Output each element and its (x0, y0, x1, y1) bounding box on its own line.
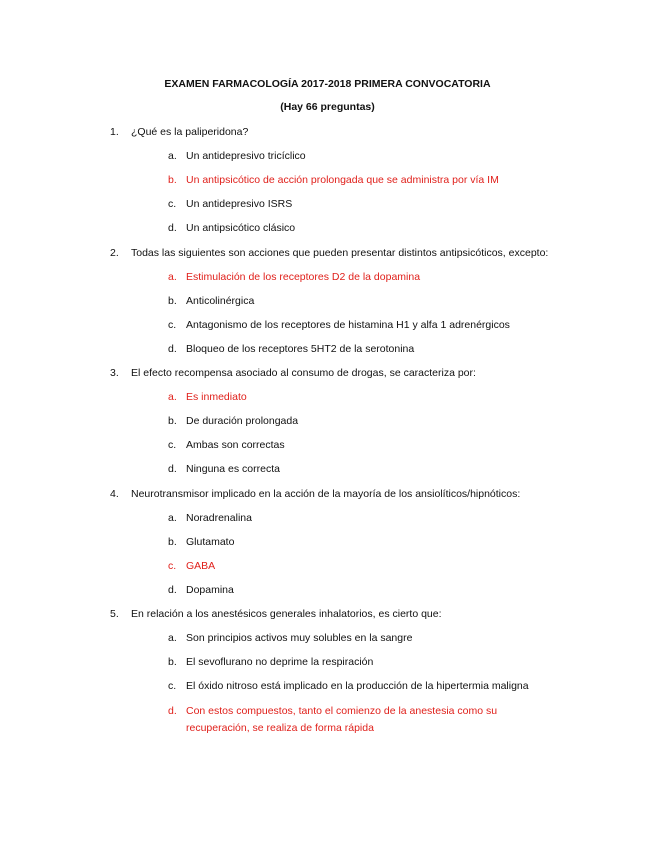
option-letter: c. (168, 680, 177, 692)
option-text: De duración prolongada (186, 415, 299, 427)
option-text: Ambas son correctas (186, 439, 285, 451)
page-title: EXAMEN FARMACOLOGÍA 2017-2018 PRIMERA CONVOCATORIA (164, 78, 491, 90)
option-letter: b. (168, 415, 177, 427)
option-letter: d. (168, 705, 177, 717)
option-letter: c. (168, 198, 177, 210)
question-text: El efecto recompensa asociado al consumo de drogas, se caracteriza por: (131, 367, 476, 379)
option-text: Bloqueo de los receptores 5HT2 de la serotonina (186, 343, 415, 355)
option-text: Anticolinérgica (186, 295, 255, 307)
option-letter: c. (168, 439, 177, 451)
option-text: Noradrenalina (186, 512, 252, 524)
question-number: 1. (110, 126, 119, 138)
option-text: Antagonismo de los receptores de histamina H1 y alfa 1 adrenérgicos (186, 319, 510, 331)
option-letter: a. (168, 271, 177, 283)
option-text: GABA (186, 560, 216, 572)
question-number: 5. (110, 608, 119, 620)
option-text: Son principios activos muy solubles en la sangre (186, 632, 413, 644)
question-text: Neurotransmisor implicado en la acción de la mayoría de los ansiolíticos/hipnóticos: (131, 488, 521, 500)
question-text: En relación a los anestésicos generales inhalatorios, es cierto que: (131, 608, 442, 620)
question-text: ¿Qué es la paliperidona? (131, 126, 249, 138)
option-letter: a. (168, 391, 177, 403)
option-letter: c. (168, 319, 177, 331)
option-letter: b. (168, 295, 177, 307)
option-letter: a. (168, 150, 177, 162)
option-letter: b. (168, 174, 177, 186)
option-text: El sevoflurano no deprime la respiración (186, 656, 374, 668)
option-text: Dopamina (186, 584, 234, 596)
page-subtitle: (Hay 66 preguntas) (280, 101, 375, 113)
option-text: Glutamato (186, 536, 235, 548)
option-text: Estimulación de los receptores D2 de la dopamina (186, 271, 421, 283)
option-text: Ninguna es correcta (186, 463, 280, 475)
option-letter: d. (168, 463, 177, 475)
option-letter: a. (168, 632, 177, 644)
option-text: Un antipsicótico clásico (186, 222, 296, 234)
question-text: Todas las siguientes son acciones que pueden presentar distintos antipsicóticos, excepto: (131, 247, 549, 259)
option-letter: c. (168, 560, 177, 572)
option-letter: b. (168, 536, 177, 548)
option-text: Un antidepresivo ISRS (186, 198, 293, 210)
question-number: 2. (110, 247, 119, 259)
option-text: El óxido nitroso está implicado en la producción de la hipertermia maligna (186, 680, 529, 692)
option-letter: b. (168, 656, 177, 668)
option-letter: d. (168, 343, 177, 355)
option-text: Un antipsicótico de acción prolongada que se administra por vía IM (186, 174, 499, 186)
option-text: Es inmediato (186, 391, 247, 403)
option-text: Un antidepresivo tricíclico (186, 150, 306, 162)
option-letter: d. (168, 584, 177, 596)
question-number: 3. (110, 367, 119, 379)
option-letter: d. (168, 222, 177, 234)
question-number: 4. (110, 488, 119, 500)
option-letter: a. (168, 512, 177, 524)
option-text: Con estos compuestos, tanto el comienzo de la anestesia como su recuperación, se realiza de forma rápida (186, 705, 498, 734)
